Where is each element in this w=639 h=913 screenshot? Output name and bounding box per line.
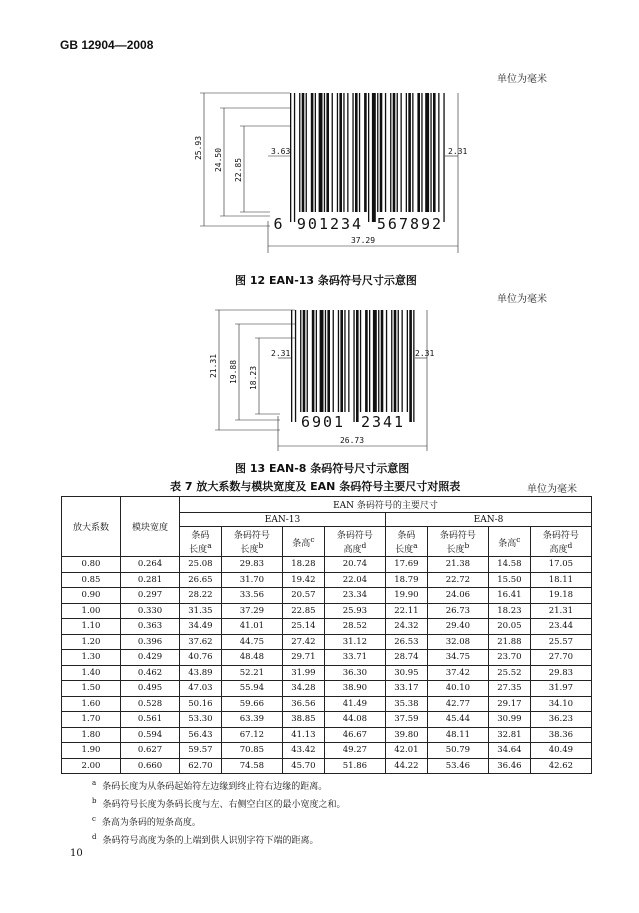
barcode-bar [352,93,353,212]
fig13-unit: 单位为毫米 [497,294,547,305]
barcode-bar [391,310,392,412]
table-row [62,650,592,666]
table-row [62,572,592,588]
table7-title: 表 7 放大系数与模块宽度及 EAN 条码符号主要尺寸对照表 [170,480,461,493]
table-cell: 31.99 [282,665,324,681]
table-cell: 25.52 [488,665,530,681]
table-cell: 32.08 [427,634,488,650]
table-cell: 0.330 [121,603,180,619]
table-cell: 31.35 [180,603,222,619]
table7-notes [92,776,346,848]
table-cell: 28.22 [180,588,222,604]
table-cell: 36.46 [488,758,530,774]
table-cell: 21.31 [530,603,591,619]
table-cell: 44.22 [385,758,427,774]
table-cell: 56.43 [180,727,222,743]
barcode-bar [413,310,414,422]
barcode-bar [338,310,339,412]
table-cell: 15.50 [488,572,530,588]
barcode-bar [316,310,317,412]
table-cell: 38.36 [530,727,591,743]
table-cell: 30.99 [488,712,530,728]
barcode-bar [380,93,383,212]
table-cell: 20.05 [488,619,530,635]
table-cell: 19.18 [530,588,591,604]
ean-dimension-table [61,496,592,774]
table-cell: 44.08 [324,712,385,728]
table-cell: 42.01 [385,743,427,759]
table-cell: 0.281 [121,572,180,588]
table-cell: 40.10 [427,681,488,697]
ean8-bars [291,310,415,422]
table-cell: 34.64 [488,743,530,759]
barcode-bar [337,93,338,212]
table-cell: 41.13 [282,727,324,743]
table-cell: 67.12 [221,727,282,743]
table-cell: 33.17 [385,681,427,697]
barcode-bar [327,310,330,412]
table-cell: 53.46 [427,758,488,774]
barcode-bar [372,93,376,222]
table-cell: 1.00 [62,603,121,619]
barcode-bar [438,93,439,212]
barcode-bar [377,93,378,212]
table-row [62,634,592,650]
barcode-bar [412,93,413,212]
col-main-dims: EAN 条码符号的主要尺寸 [180,497,592,513]
barcode-bar [365,310,368,412]
table-cell: 34.49 [180,619,222,635]
table-cell: 0.627 [121,743,180,759]
table-row [62,588,592,604]
barcode-bar [353,310,354,422]
ean8-right-quiet: 2.31 [415,349,435,358]
table-cell: 0.528 [121,696,180,712]
barcode-bar [355,93,358,212]
table-cell: 70.85 [221,743,282,759]
table-row [62,696,592,712]
ean8-height-b: 19.88 [229,359,238,385]
table-cell: 63.39 [221,712,282,728]
table-row [62,557,592,573]
barcode-bar [430,93,431,212]
ean13-left-quiet: 3.63 [271,147,291,156]
col-ean8-length: 条码 长度$^a$ [385,527,427,557]
table-cell: 18.23 [488,603,530,619]
barcode-bar [332,93,333,212]
table-cell: 46.67 [324,727,385,743]
ean13-right-digits: 567892 [376,215,444,233]
table-cell: 33.56 [221,588,282,604]
table-cell: 37.42 [427,665,488,681]
table-note: $^b$ 条码符号长度为条码长度与左、右侧空白区的最小宽度之和。 [92,797,346,810]
ean8-barcode-diagram [205,306,445,456]
barcode-bar [312,310,315,412]
barcode-bar [333,310,334,412]
table-cell: 47.03 [180,681,222,697]
barcode-bar [398,310,399,412]
table-cell: 22.72 [427,572,488,588]
table-cell: 18.28 [282,557,324,573]
table-cell: 25.14 [282,619,324,635]
table-cell: 22.11 [385,603,427,619]
ean13-left-digits: 901234 [296,215,364,233]
ean8-height-c: 18.23 [249,365,258,391]
table-cell: 24.06 [427,588,488,604]
barcode-bar [359,93,360,212]
table-cell: 27.35 [488,681,530,697]
table-cell: 55.94 [221,681,282,697]
table-cell: 74.58 [221,758,282,774]
barcode-bar [307,310,308,412]
barcode-bar [302,93,305,212]
barcode-bar [368,93,369,222]
table-cell: 52.21 [221,665,282,681]
table-cell: 34.10 [530,696,591,712]
ean13-first-digit: 6 [273,215,283,233]
table-cell: 23.34 [324,588,385,604]
table-cell: 19.90 [385,588,427,604]
table-cell: 35.38 [385,696,427,712]
barcode-bar [311,93,314,212]
table-row [62,727,592,743]
ean8-right-digits: 2341 [360,413,406,431]
table-cell: 32.81 [488,727,530,743]
table-cell: 41.01 [221,619,282,635]
barcode-bar [364,93,367,212]
table-cell: 59.66 [221,696,282,712]
barcode-bar [291,310,292,422]
table-row [62,603,592,619]
barcode-bar [360,310,361,412]
table-cell: 1.80 [62,727,121,743]
ean8-left-quiet: 2.31 [271,349,291,358]
table-cell: 26.65 [180,572,222,588]
barcode-bar [295,310,296,422]
table-cell: 44.75 [221,634,282,650]
table-cell: 0.660 [121,758,180,774]
barcode-bar [378,310,379,412]
table-cell: 23.70 [488,650,530,666]
barcode-bar [344,310,345,412]
table-note: $^a$ 条码长度为从条码起始符左边缘到终止符右边缘的距离。 [92,779,328,792]
barcode-bar [315,93,316,212]
table-cell: 18.11 [530,572,591,588]
table-cell: 36.56 [282,696,324,712]
table-cell: 16.41 [488,588,530,604]
barcode-bar [325,310,326,412]
table-cell: 37.59 [385,712,427,728]
table-cell: 0.561 [121,712,180,728]
table7-unit: 单位为毫米 [527,484,577,495]
col-factor: 放大系数 [62,497,121,557]
table-cell: 37.29 [221,603,282,619]
table-cell: 29.40 [427,619,488,635]
barcode-bar [397,93,398,212]
table-row [62,665,592,681]
table-cell: 39.80 [385,727,427,743]
table-cell: 26.73 [427,603,488,619]
table-cell: 0.297 [121,588,180,604]
table-cell: 50.79 [427,743,488,759]
table-cell: 18.79 [385,572,427,588]
ean8-width: 26.73 [339,436,365,445]
barcode-bar [339,93,342,212]
table-cell: 0.462 [121,665,180,681]
table-cell: 42.77 [427,696,488,712]
table-cell: 50.16 [180,696,222,712]
ean13-bars [290,93,445,222]
table-cell: 0.495 [121,681,180,697]
table-cell: 0.429 [121,650,180,666]
ean13-barcode-diagram [190,88,480,256]
table-cell: 1.60 [62,696,121,712]
table-cell: 0.90 [62,588,121,604]
table-cell: 36.23 [530,712,591,728]
barcode-bar [386,310,387,412]
barcode-bar [390,93,391,212]
ean13-right-quiet: 2.31 [448,147,468,156]
table-cell: 48.48 [221,650,282,666]
table-cell: 2.00 [62,758,121,774]
barcode-bar [319,93,323,212]
ean13-height-b: 24.50 [214,147,223,173]
table-cell: 33.71 [324,650,385,666]
table-cell: 0.80 [62,557,121,573]
table-cell: 0.264 [121,557,180,573]
table-cell: 40.76 [180,650,222,666]
table-row [62,619,592,635]
barcode-bar [348,310,349,412]
barcode-bar [324,93,325,212]
table-cell: 0.594 [121,727,180,743]
table-cell: 31.12 [324,634,385,650]
table-cell: 0.85 [62,572,121,588]
table-cell: 26.53 [385,634,427,650]
table-cell: 29.17 [488,696,530,712]
table-cell: 30.95 [385,665,427,681]
table-note: $^c$ 条高为条码的短条高度。 [92,815,201,828]
barcode-bar [343,93,344,212]
table-cell: 25.57 [530,634,591,650]
barcode-bar [299,93,300,212]
ean8-height-total: 21.31 [209,353,218,379]
page-number: 10 [70,848,83,859]
table-cell: 38.85 [282,712,324,728]
barcode-bar [373,310,377,412]
col-module: 模块宽度 [121,497,180,557]
table-cell: 41.49 [324,696,385,712]
col-ean8-symlength: 条码符号 长度$^b$ [427,527,488,557]
table-cell: 38.90 [324,681,385,697]
table-cell: 31.70 [221,572,282,588]
barcode-bar [408,93,411,212]
col-ean13-symheight: 条码符号 高度$^d$ [324,527,385,557]
table-cell: 14.58 [488,557,530,573]
table-cell: 25.08 [180,557,222,573]
table-cell: 0.396 [121,634,180,650]
barcode-bar [417,93,420,212]
table-cell: 21.88 [488,634,530,650]
col-ean8: EAN-8 [385,513,591,527]
fig12-unit: 单位为毫米 [497,74,547,85]
barcode-bar [425,93,429,212]
table-cell: 43.89 [180,665,222,681]
barcode-bar [356,310,359,422]
barcode-bar [433,93,436,212]
table-cell: 23.44 [530,619,591,635]
table-cell: 20.57 [282,588,324,604]
table-cell: 20.74 [324,557,385,573]
table-cell: 28.52 [324,619,385,635]
table-cell: 25.93 [324,603,385,619]
table-cell: 45.70 [282,758,324,774]
ean13-width: 37.29 [350,236,376,245]
barcode-bar [306,93,307,212]
barcode-bar [409,310,412,422]
table-cell: 0.363 [121,619,180,635]
table-cell: 29.83 [530,665,591,681]
table-cell: 36.30 [324,665,385,681]
table-cell: 31.97 [530,681,591,697]
table-cell: 1.30 [62,650,121,666]
barcode-bar [393,93,396,212]
table-cell: 1.90 [62,743,121,759]
barcode-bar [385,93,386,212]
barcode-bar [401,93,402,212]
table-cell: 17.69 [385,557,427,573]
table-cell: 1.20 [62,634,121,650]
barcode-bar [294,93,295,222]
table-cell: 51.86 [324,758,385,774]
table-note: $^d$ 条码符号高度为条的上端到供人识别字符下端的距离。 [92,833,319,846]
barcode-bar [443,93,444,222]
table-cell: 22.04 [324,572,385,588]
table-cell: 34.75 [427,650,488,666]
barcode-bar [326,93,329,212]
fig13-caption: 图 13 EAN-8 条码符号尺寸示意图 [235,462,410,475]
barcode-bar [340,310,343,412]
barcode-bar [421,93,422,212]
barcode-bar [290,93,291,222]
table-row [62,681,592,697]
barcode-bar [402,310,403,412]
barcode-bar [407,310,408,412]
col-ean8-barheight: 条高$^c$ [488,527,530,557]
barcode-bar [394,310,397,412]
table-cell: 19.42 [282,572,324,588]
barcode-bar [369,310,370,412]
table-cell: 17.05 [530,557,591,573]
barcode-bar [381,310,384,412]
table-cell: 59.57 [180,743,222,759]
table-cell: 62.70 [180,758,222,774]
col-ean13: EAN-13 [180,513,386,527]
col-ean13-barheight: 条高$^c$ [282,527,324,557]
ean13-height-c: 22.85 [234,157,243,183]
table-cell: 24.32 [385,619,427,635]
ean8-left-digits: 6901 [300,413,346,431]
col-ean13-length: 条码 长度$^a$ [180,527,222,557]
table-cell: 37.62 [180,634,222,650]
table-cell: 28.74 [385,650,427,666]
table-cell: 29.71 [282,650,324,666]
col-ean8-symheight: 条码符号 高度$^d$ [530,527,591,557]
table-cell: 42.62 [530,758,591,774]
table-cell: 1.10 [62,619,121,635]
table-row [62,712,592,728]
table-row [62,758,592,774]
barcode-bar [303,310,306,412]
barcode-bar [406,93,407,212]
fig12-caption: 图 12 EAN-13 条码符号尺寸示意图 [235,274,417,287]
table-cell: 45.44 [427,712,488,728]
table-cell: 34.28 [282,681,324,697]
table-cell: 48.11 [427,727,488,743]
table-cell: 22.85 [282,603,324,619]
table-cell: 40.49 [530,743,591,759]
table-cell: 1.70 [62,712,121,728]
table-cell: 49.27 [324,743,385,759]
barcode-bar [347,93,348,212]
table-cell: 1.40 [62,665,121,681]
barcode-bar [300,310,301,412]
ean13-height-total: 25.93 [194,135,203,161]
table-cell: 43.42 [282,743,324,759]
table-cell: 29.83 [221,557,282,573]
table-cell: 1.50 [62,681,121,697]
col-ean13-symlength: 条码符号 长度$^b$ [221,527,282,557]
table-row [62,743,592,759]
table-cell: 27.42 [282,634,324,650]
standard-code: GB 12904—2008 [60,38,154,52]
table-cell: 53.30 [180,712,222,728]
table-cell: 27.70 [530,650,591,666]
barcode-bar [320,310,324,412]
table-cell: 21.38 [427,557,488,573]
